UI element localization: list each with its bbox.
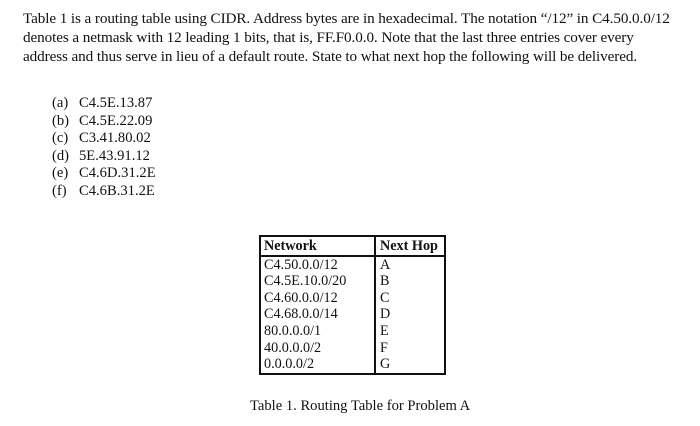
- question-label: (d): [52, 147, 70, 164]
- question-item: [52, 183, 156, 201]
- question-address: C3.41.80.02: [79, 130, 151, 147]
- table-row: [260, 290, 445, 307]
- next-hop-cell: F: [380, 339, 388, 356]
- network-cell: C4.68.0.0/14: [260, 306, 375, 323]
- next-hop-cell: B: [380, 273, 390, 290]
- question-label: (e): [52, 165, 69, 182]
- routing-table: [259, 235, 446, 375]
- network-cell: 0.0.0.0/2: [260, 356, 375, 374]
- next-hop-cell: G: [380, 356, 391, 373]
- question-item: [52, 148, 156, 166]
- question-address: C4.5E.13.87: [79, 95, 153, 111]
- network-cell: C4.50.0.0/12: [260, 256, 375, 274]
- column-header-network: Network: [260, 236, 375, 256]
- network-cell: C4.5E.10.0/20: [260, 273, 375, 290]
- question-item: [52, 130, 156, 148]
- table-row: [260, 273, 445, 290]
- problem-statement: Table 1 is a routing table using CIDR. Address bytes are in hexadecimal. The notation “/12” in C4.50.0.0/12 denotes a netmask with 12 leading 1 bits, that is, FF.F0.0.0. Note that the last three entries cover every address and thus serve in lieu of a default route. State to what next hop the following will be delivered.: [23, 10, 670, 65]
- table-row: [260, 356, 445, 374]
- question-label: (c): [52, 130, 69, 147]
- table-row: [260, 340, 445, 357]
- next-hop-cell: D: [380, 306, 391, 323]
- question-label: (b): [52, 112, 70, 129]
- question-address: C4.6B.31.2E: [79, 182, 155, 199]
- network-cell: 80.0.0.0/1: [260, 323, 375, 340]
- network-cell: 40.0.0.0/2: [260, 340, 375, 357]
- question-item: [52, 95, 156, 113]
- question-address: C4.6D.31.2E: [79, 165, 156, 182]
- table-header-row: [260, 236, 445, 256]
- next-hop-cell: A: [380, 256, 391, 273]
- table-row: [260, 323, 445, 340]
- network-cell: C4.60.0.0/12: [260, 290, 375, 307]
- table-row: [260, 306, 445, 323]
- table-row: [260, 256, 445, 274]
- question-address: 5E.43.91.12: [79, 147, 150, 164]
- question-list: [52, 95, 156, 201]
- question-label: (f): [52, 182, 67, 199]
- table-caption: Table 1. Routing Table for Problem A: [250, 398, 471, 414]
- next-hop-cell: C: [380, 289, 390, 306]
- next-hop-cell: E: [380, 322, 389, 339]
- question-item: [52, 113, 156, 131]
- column-header-next-hop: Next Hop: [375, 236, 445, 256]
- question-label: (a): [52, 95, 69, 111]
- question-item: [52, 165, 156, 183]
- question-address: C4.5E.22.09: [79, 112, 153, 129]
